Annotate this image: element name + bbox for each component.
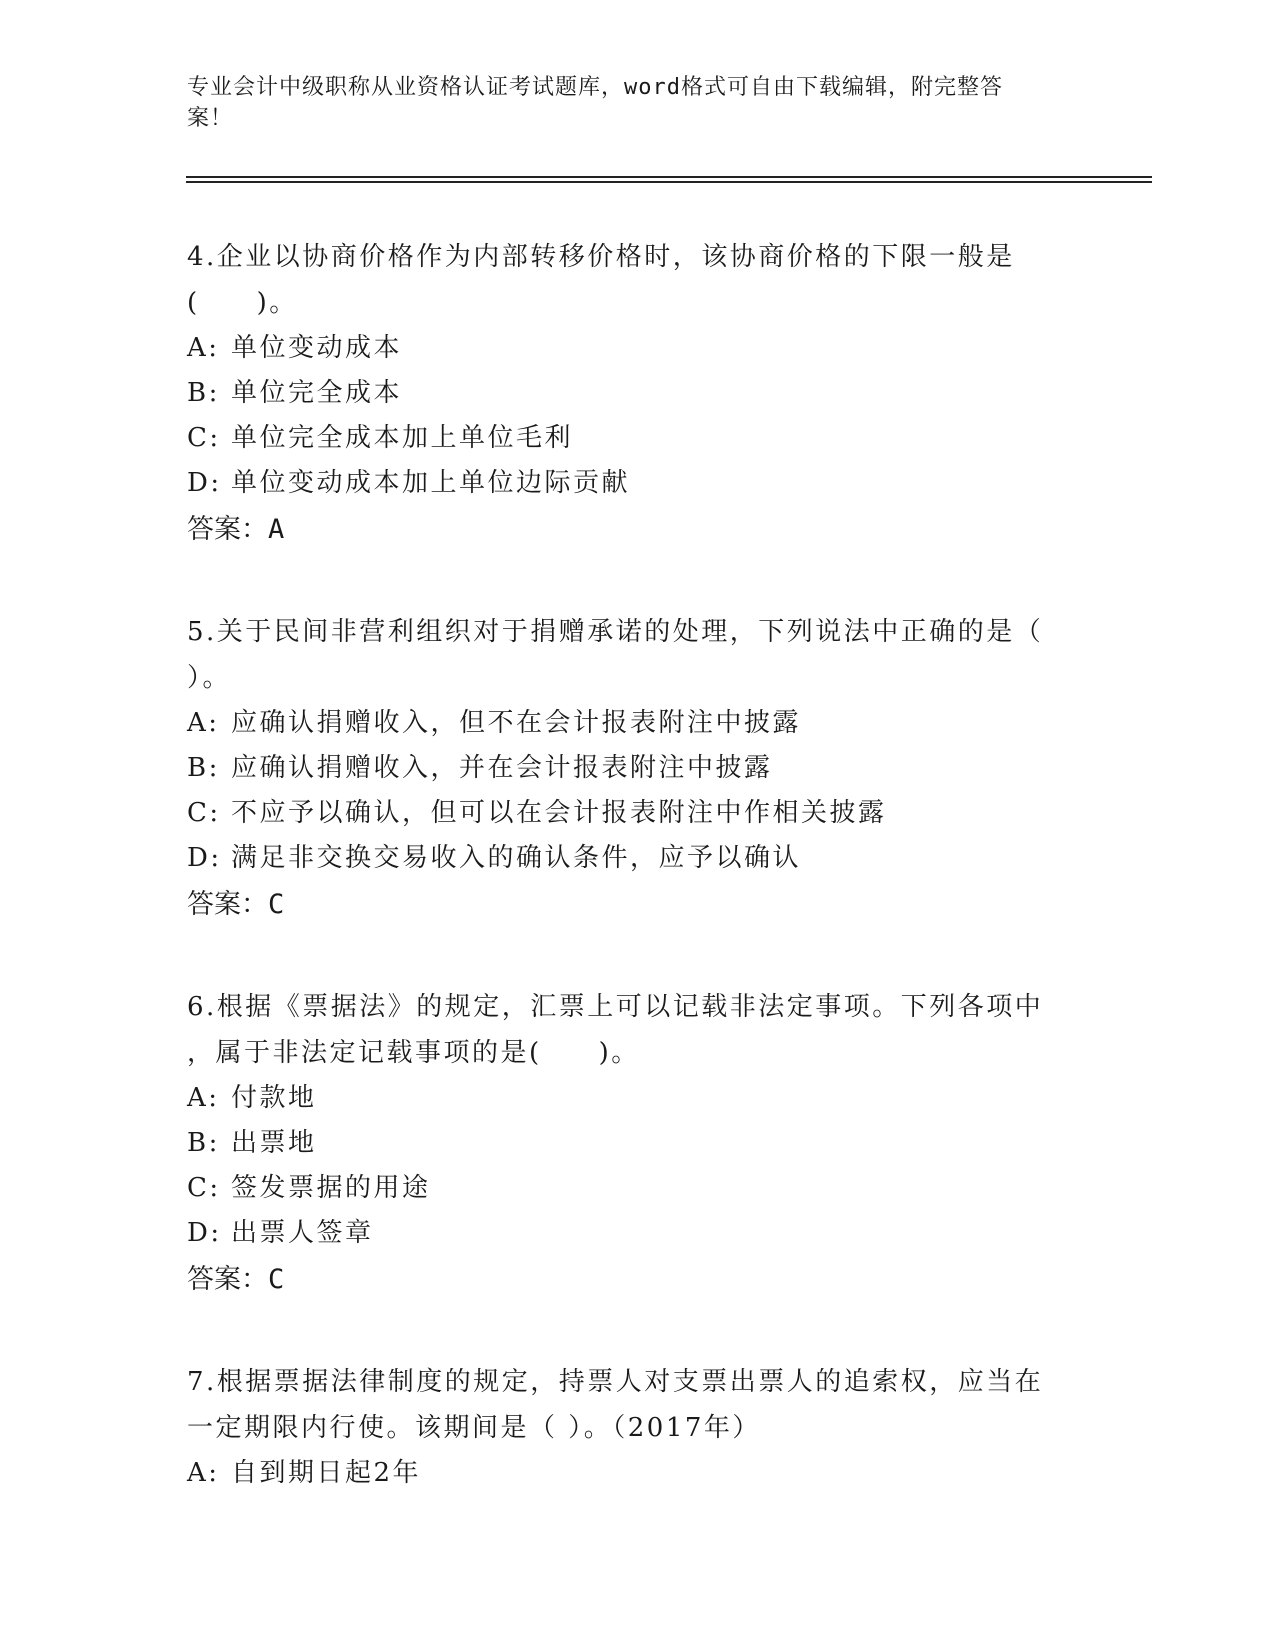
option-b [187, 371, 1067, 416]
answer-label: 答案： [187, 1264, 268, 1295]
header-divider-bottom [186, 181, 1152, 183]
option-b [187, 746, 1067, 791]
option-text: 付款地 [231, 1083, 317, 1113]
question-stem-cont: ，属于非法定记载事项的是( )。 [187, 1038, 640, 1068]
option-text: 单位变动成本 [231, 333, 403, 363]
header-line-2: 案！ [187, 106, 234, 131]
option-key: A: [187, 1083, 220, 1113]
answer-value: C [268, 1264, 285, 1295]
option-text: 应确认捐赠收入，并在会计报表附注中披露 [231, 753, 773, 783]
answer-value: C [268, 889, 285, 920]
option-key: A: [187, 1458, 220, 1488]
header-line-1: 专业会计中级职称从业资格认证考试题库，word格式可自由下载编辑，附完整答 [187, 75, 1003, 100]
question-stem: 4.企业以协商价格作为内部转移价格时，该协商价格的下限一般是 [187, 242, 1015, 272]
option-b [187, 1121, 1067, 1166]
option-key: B: [187, 378, 220, 408]
option-a [187, 701, 1067, 746]
question-stem-cont: ( )。 [187, 288, 298, 318]
question-stem: 5.关于民间非营利组织对于捐赠承诺的处理，下列说法中正确的是（ [187, 617, 1044, 647]
option-d [187, 1211, 1067, 1256]
question-stem-cont: ）。 [187, 663, 232, 693]
answer-line [187, 1256, 1067, 1303]
answer-line [187, 881, 1067, 928]
question-5 [187, 609, 1067, 928]
option-key: D: [187, 1218, 222, 1248]
question-stem: 7.根据票据法律制度的规定，持票人对支票出票人的追索权，应当在 [187, 1367, 1044, 1397]
option-text: 签发票据的用途 [231, 1173, 431, 1203]
option-key: A: [187, 708, 220, 738]
option-key: B: [187, 1128, 220, 1158]
answer-value: A [268, 514, 285, 545]
question-list [187, 234, 1067, 1496]
question-stem: 6.根据《票据法》的规定，汇票上可以记载非法定事项。下列各项中 [187, 992, 1044, 1022]
header-divider-top [186, 176, 1152, 178]
option-key: B: [187, 753, 220, 783]
question-6 [187, 984, 1067, 1303]
option-key: C: [187, 423, 221, 453]
option-text: 满足非交换交易收入的确认条件，应予以确认 [231, 843, 802, 873]
option-c [187, 1166, 1067, 1211]
answer-line [187, 506, 1067, 553]
option-text: 单位变动成本加上单位边际贡献 [231, 468, 631, 498]
option-a [187, 326, 1067, 371]
option-a [187, 1076, 1067, 1121]
question-7 [187, 1359, 1067, 1496]
option-c [187, 416, 1067, 461]
option-c [187, 791, 1067, 836]
option-text: 应确认捐赠收入，但不在会计报表附注中披露 [231, 708, 802, 738]
option-d [187, 836, 1067, 881]
option-d [187, 461, 1067, 506]
option-key: C: [187, 1173, 221, 1203]
answer-label: 答案： [187, 514, 268, 545]
option-key: D: [187, 468, 222, 498]
document-header [187, 72, 1067, 134]
question-4 [187, 234, 1067, 553]
option-text: 出票地 [231, 1128, 317, 1158]
option-key: D: [187, 843, 222, 873]
option-text: 不应予以确认，但可以在会计报表附注中作相关披露 [231, 798, 887, 828]
option-text: 出票人签章 [231, 1218, 374, 1248]
option-text: 单位完全成本加上单位毛利 [231, 423, 574, 453]
option-a [187, 1451, 1067, 1496]
option-key: A: [187, 333, 220, 363]
answer-label: 答案： [187, 889, 268, 920]
option-text: 单位完全成本 [231, 378, 403, 408]
question-stem-cont: 一定期限内行使。该期间是（ ）。（2017年） [187, 1413, 761, 1443]
option-text: 自到期日起2年 [231, 1458, 422, 1488]
option-key: C: [187, 798, 221, 828]
